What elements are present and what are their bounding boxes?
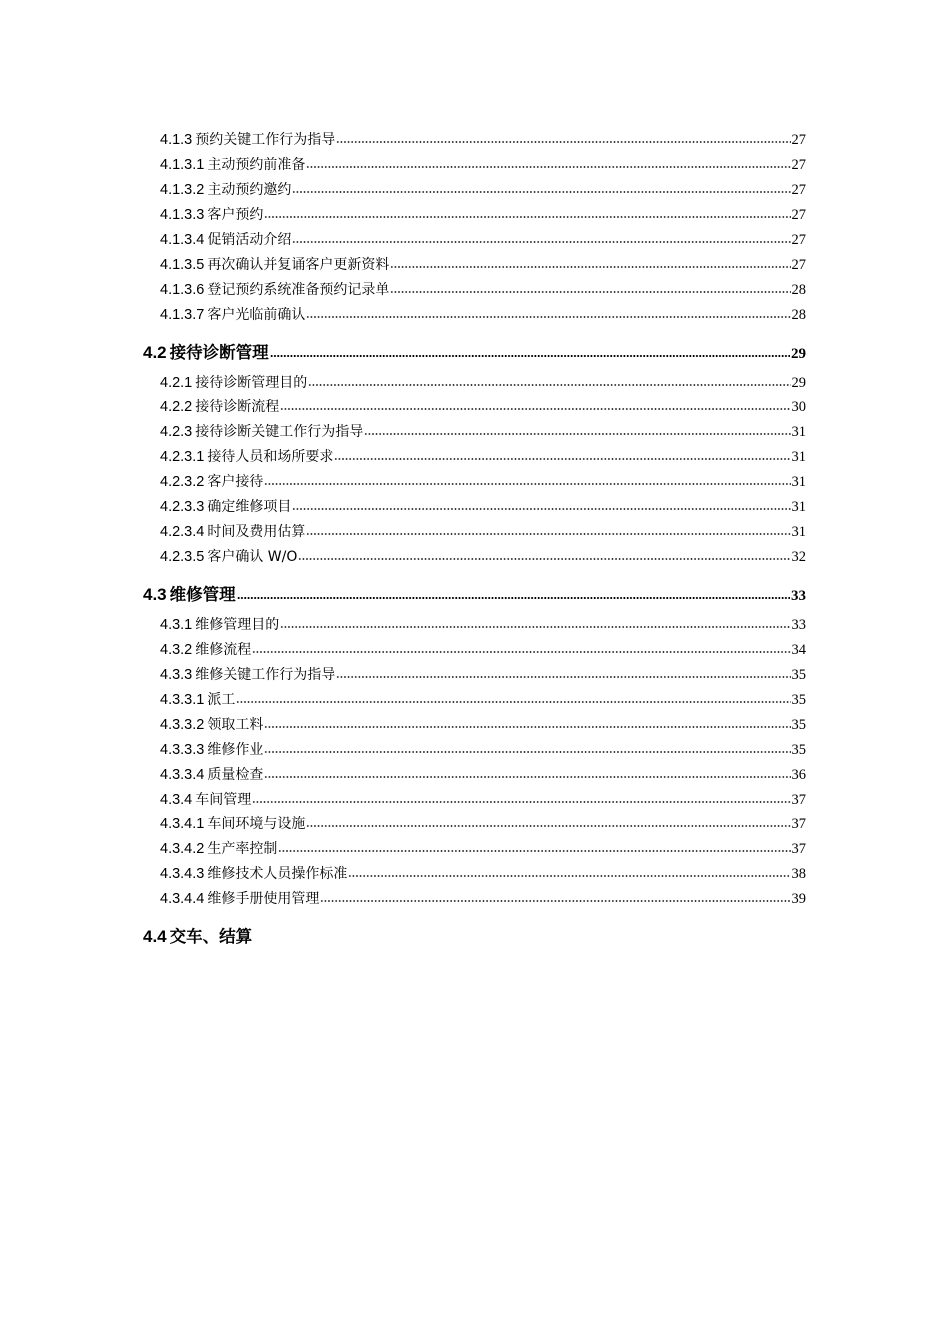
dot-leader bbox=[336, 141, 790, 143]
dot-leader bbox=[306, 825, 790, 827]
toc-entry-page-number: 37 bbox=[791, 816, 806, 833]
toc-entry-page-number: 30 bbox=[791, 399, 806, 416]
dot-leader bbox=[336, 676, 790, 678]
dot-leader bbox=[237, 597, 790, 599]
toc-entry-number: 4.3.2 bbox=[160, 641, 193, 658]
toc-entry-number: 4.3.4.4 bbox=[160, 891, 205, 908]
toc-entry-title: 主动预约邀约 bbox=[207, 181, 292, 198]
toc-entry-number: 4.3.1 bbox=[160, 617, 193, 634]
dot-leader bbox=[270, 355, 790, 357]
toc-entry[interactable] bbox=[160, 838, 806, 858]
toc-entry-page-number: 38 bbox=[791, 866, 806, 883]
toc-entry-number: 4.2.2 bbox=[160, 399, 193, 416]
toc-entry-number: 4.1.3.2 bbox=[160, 181, 205, 198]
toc-entry[interactable] bbox=[160, 764, 806, 784]
toc-entry-number: 4.3.3.3 bbox=[160, 741, 205, 758]
toc-entry-title: 维修管理目的 bbox=[195, 617, 280, 634]
toc-entry-page-number: 29 bbox=[791, 374, 806, 391]
toc-entry-title: 接待诊断关键工作行为指导 bbox=[195, 424, 364, 441]
toc-entry-number: 4.1.3.1 bbox=[160, 156, 205, 173]
toc-entry-page-number: 27 bbox=[791, 132, 806, 148]
toc-entry[interactable] bbox=[160, 888, 806, 908]
toc-entry-title: 主动预约前准备 bbox=[207, 156, 306, 173]
toc-entry-title: 派工 bbox=[207, 691, 236, 708]
toc-entry-title: 接待诊断流程 bbox=[195, 399, 280, 416]
toc-entry[interactable] bbox=[160, 496, 806, 516]
toc-entry-page-number: 27 bbox=[791, 231, 806, 248]
dot-leader bbox=[320, 900, 790, 902]
toc-entry-title: 生产率控制 bbox=[207, 841, 278, 858]
toc-entry-number: 4.3.4.1 bbox=[160, 816, 205, 833]
toc-entry-page-number: 37 bbox=[791, 791, 806, 808]
toc-entry-number: 4.3.3 bbox=[160, 666, 193, 683]
toc-entry-number: 4.2.3 bbox=[160, 424, 193, 441]
dot-leader bbox=[348, 875, 790, 877]
toc-entry[interactable] bbox=[160, 714, 806, 734]
dot-leader bbox=[278, 850, 790, 852]
toc-entry[interactable] bbox=[160, 304, 806, 324]
toc-entry-page-number: 36 bbox=[791, 766, 806, 783]
toc-entry-page-number: 31 bbox=[791, 499, 806, 516]
toc-entry-title: 客户光临前确认 bbox=[207, 306, 306, 323]
dot-leader bbox=[264, 726, 790, 728]
toc-entry-page-number: 35 bbox=[791, 691, 806, 708]
toc-entry-number: 4.3.4.2 bbox=[160, 841, 205, 858]
toc-entry-page-number: 27 bbox=[791, 181, 806, 198]
toc-entry-page-number: 27 bbox=[791, 156, 806, 173]
toc-entry-title: 客户确认 W/O bbox=[207, 549, 298, 566]
toc-entry-number: 4.1.3.4 bbox=[160, 231, 205, 248]
dot-leader bbox=[236, 701, 790, 703]
toc-entry[interactable] bbox=[160, 639, 806, 659]
toc-entry-title: 维修技术人员操作标准 bbox=[207, 866, 348, 883]
dot-leader bbox=[298, 558, 790, 560]
toc-entry[interactable] bbox=[160, 204, 806, 224]
toc-entry-title: 客户预约 bbox=[207, 206, 264, 223]
toc-entry[interactable] bbox=[160, 521, 806, 541]
toc-entry[interactable] bbox=[160, 372, 806, 392]
toc-entry-title: 促销活动介绍 bbox=[207, 231, 292, 248]
toc-entry[interactable] bbox=[160, 129, 806, 149]
toc-entry-title: 维修管理 bbox=[169, 585, 236, 605]
dot-leader bbox=[280, 626, 790, 628]
toc-entry-title: 客户接待 bbox=[207, 474, 264, 491]
dot-leader bbox=[264, 216, 790, 218]
toc-entry-title: 接待诊断管理 bbox=[169, 342, 269, 362]
toc-entry[interactable] bbox=[160, 279, 806, 299]
toc-entry[interactable] bbox=[160, 689, 806, 709]
toc-entry-page-number: 27 bbox=[791, 256, 806, 273]
toc-entry[interactable] bbox=[160, 546, 806, 566]
toc-entry-title: 接待人员和场所要求 bbox=[207, 449, 334, 466]
toc-entry-number: 4.2.3.5 bbox=[160, 549, 205, 566]
dot-leader bbox=[334, 458, 790, 460]
toc-entry[interactable] bbox=[160, 396, 806, 416]
dot-leader bbox=[390, 266, 790, 268]
toc-entry-title: 维修关键工作行为指导 bbox=[195, 666, 336, 683]
toc-entry[interactable] bbox=[160, 254, 806, 274]
toc-entry-page-number: 34 bbox=[791, 641, 806, 658]
toc-entry-number: 4.3.3.4 bbox=[160, 766, 205, 783]
toc-entry[interactable] bbox=[160, 789, 806, 809]
toc-entry[interactable] bbox=[160, 664, 806, 684]
toc-entry-number: 4.4 bbox=[143, 927, 167, 947]
toc-entry-number: 4.2 bbox=[143, 342, 167, 362]
toc-entry-title: 登记预约系统准备预约记录单 bbox=[207, 281, 390, 298]
toc-entry-title: 预约关键工作行为指导 bbox=[195, 132, 336, 148]
toc-entry-page-number: 33 bbox=[791, 617, 806, 634]
toc-entry[interactable] bbox=[160, 179, 806, 199]
toc-entry-title: 维修作业 bbox=[207, 741, 264, 758]
toc-entry[interactable] bbox=[160, 863, 806, 883]
toc-entry-title: 接待诊断管理目的 bbox=[195, 374, 308, 391]
toc-entry-page-number: 28 bbox=[791, 306, 806, 323]
dot-leader bbox=[292, 508, 790, 510]
toc-entry-title: 质量检查 bbox=[207, 766, 264, 783]
dot-leader bbox=[306, 316, 790, 318]
toc-entry-number: 4.2.3.3 bbox=[160, 499, 205, 516]
toc-entry-number: 4.2.3.4 bbox=[160, 524, 205, 541]
toc-entry[interactable] bbox=[160, 614, 806, 634]
toc-section-entry[interactable] bbox=[143, 581, 806, 605]
dot-leader bbox=[364, 433, 790, 435]
toc-entry-number: 4.3.4 bbox=[160, 791, 193, 808]
toc-entry-number: 4.1.3.6 bbox=[160, 281, 205, 298]
dot-leader bbox=[308, 384, 790, 386]
dot-leader bbox=[264, 751, 790, 753]
toc-entry-page-number: 31 bbox=[791, 424, 806, 441]
toc-entry-number: 4.3.3.2 bbox=[160, 716, 205, 733]
toc-entry-title: 维修手册使用管理 bbox=[207, 891, 320, 908]
toc-entry-page-number: 29 bbox=[791, 345, 806, 362]
dot-leader bbox=[280, 408, 790, 410]
toc-entry-number: 4.1.3 bbox=[160, 132, 193, 148]
toc-entry-title: 确定维修项目 bbox=[207, 499, 292, 516]
toc-entry[interactable] bbox=[160, 421, 806, 441]
toc-entry-page-number: 33 bbox=[791, 588, 806, 605]
dot-leader bbox=[252, 651, 790, 653]
toc-entry-title: 车间环境与设施 bbox=[207, 816, 306, 833]
toc-entry-page-number: 27 bbox=[791, 206, 806, 223]
dot-leader bbox=[306, 533, 790, 535]
toc-entry-title: 时间及费用估算 bbox=[207, 524, 306, 541]
toc-entry-page-number: 31 bbox=[791, 524, 806, 541]
toc-entry[interactable] bbox=[160, 471, 806, 491]
dot-leader bbox=[264, 483, 790, 485]
toc-entry-title: 维修流程 bbox=[195, 641, 252, 658]
toc-entry-title: 车间管理 bbox=[195, 791, 252, 808]
dot-leader bbox=[252, 801, 790, 803]
toc-section-entry[interactable] bbox=[143, 339, 806, 363]
toc-entry-page-number: 37 bbox=[791, 841, 806, 858]
toc-entry[interactable] bbox=[160, 446, 806, 466]
toc-entry-number: 4.1.3.7 bbox=[160, 306, 205, 323]
dot-leader bbox=[264, 776, 790, 778]
dot-leader bbox=[390, 291, 790, 293]
dot-leader bbox=[292, 191, 790, 193]
toc-entry[interactable] bbox=[160, 229, 806, 249]
toc-entry-page-number: 35 bbox=[791, 716, 806, 733]
toc-entry-number: 4.3 bbox=[143, 585, 167, 605]
toc-entry-number: 4.2.1 bbox=[160, 374, 193, 391]
toc-entry-number: 4.1.3.5 bbox=[160, 256, 205, 273]
toc-entry-page-number: 28 bbox=[791, 281, 806, 298]
toc-entry[interactable] bbox=[160, 739, 806, 759]
toc-entry-page-number: 31 bbox=[791, 449, 806, 466]
toc-entry-title: 领取工料 bbox=[207, 716, 264, 733]
toc-entry-page-number: 39 bbox=[791, 891, 806, 908]
toc-entry-title: 再次确认并复诵客户更新资料 bbox=[207, 256, 390, 273]
toc-entry-number: 4.3.4.3 bbox=[160, 866, 205, 883]
toc-entry-page-number: 32 bbox=[791, 549, 806, 566]
toc-entry-number: 4.2.3.2 bbox=[160, 474, 205, 491]
dot-leader bbox=[306, 166, 790, 168]
toc-entry-page-number: 35 bbox=[791, 666, 806, 683]
toc-entry-number: 4.3.3.1 bbox=[160, 691, 205, 708]
toc-entry-number: 4.1.3.3 bbox=[160, 206, 205, 223]
toc-entry[interactable] bbox=[160, 154, 806, 174]
dot-leader bbox=[292, 241, 790, 243]
toc-entry-page-number: 35 bbox=[791, 741, 806, 758]
toc-entry-number: 4.2.3.1 bbox=[160, 449, 205, 466]
toc-entry-page-number: 31 bbox=[791, 474, 806, 491]
toc-entry-title: 交车、结算 bbox=[169, 927, 253, 947]
toc-entry[interactable] bbox=[160, 813, 806, 833]
toc-section-entry[interactable] bbox=[143, 923, 806, 947]
